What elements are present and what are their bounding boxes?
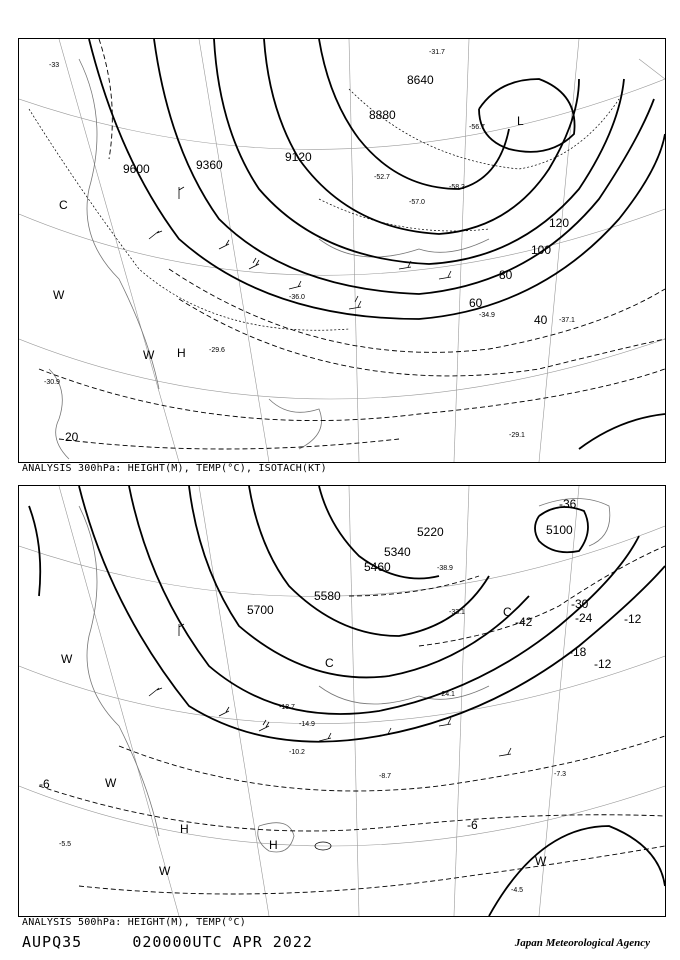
isotherm-label: -6 — [39, 777, 50, 791]
isotherm-label: -30 — [571, 597, 589, 611]
isotach-label-40: 40 — [534, 313, 548, 327]
height-labels — [247, 523, 573, 617]
temp-sample: -5.5 — [59, 841, 72, 848]
isotherm-label: -12 — [624, 612, 642, 626]
temp-sample: -56.7 — [469, 124, 485, 131]
warm-center-symbol: W — [61, 652, 73, 666]
height-label-9360: 9360 — [196, 158, 223, 172]
map-500hpa — [18, 485, 666, 917]
coastlines — [49, 59, 489, 459]
caption-300hpa: ANALYSIS 300hPa: HEIGHT(M), TEMP(°C), ISOTACH(KT) — [22, 463, 327, 474]
high-center-symbol: H — [177, 346, 186, 360]
isotherm-label: -6 — [467, 818, 478, 832]
lat-lon-grid — [19, 486, 665, 916]
height-label-5460: 5460 — [364, 560, 391, 574]
high-center-symbol: H — [180, 822, 189, 836]
isotherms — [29, 89, 619, 330]
cold-center-symbol: C — [325, 656, 334, 670]
isotachs — [39, 39, 665, 449]
temp-sample: -57.0 — [409, 199, 425, 206]
temp-sample: -52.7 — [374, 174, 390, 181]
temperature-samples — [44, 49, 575, 439]
temperature-samples — [59, 565, 566, 894]
temp-sample: -4.5 — [511, 887, 524, 894]
isotherm-label: -42 — [515, 615, 533, 629]
height-label-5700: 5700 — [247, 603, 274, 617]
temp-sample: -29.6 — [209, 347, 225, 354]
temp-sample: -24.1 — [439, 691, 455, 698]
height-contours — [29, 486, 665, 916]
height-label-9600: 9600 — [123, 162, 150, 176]
temp-sample: -18.7 — [279, 704, 295, 711]
isotherm-label: -18 — [569, 645, 587, 659]
warm-center-symbol: W — [53, 288, 65, 302]
wind-barbs — [149, 187, 451, 309]
temp-sample: -31.7 — [429, 49, 445, 56]
height-label-5100: 5100 — [546, 523, 573, 537]
cold-center-symbol: C — [503, 605, 512, 619]
isotherm-label: -12 — [594, 657, 612, 671]
warm-center-symbol: W — [105, 776, 117, 790]
warm-center-symbol: W — [535, 854, 547, 868]
isotach-label-120: 120 — [549, 216, 570, 230]
wind-barbs — [149, 624, 511, 756]
isotach-label-20: 20 — [65, 430, 79, 444]
temp-sample: -34.9 — [479, 312, 495, 319]
temp-sample: -38.9 — [437, 565, 453, 572]
chart-code: AUPQ35 — [22, 933, 83, 951]
warm-center-symbol: W — [143, 348, 155, 362]
height-label-9120: 9120 — [285, 150, 312, 164]
isotach-label-80: 80 — [499, 268, 513, 282]
temp-sample: -14.9 — [299, 721, 315, 728]
map-300hpa — [18, 38, 666, 463]
height-labels — [123, 73, 434, 176]
cold-center-symbol: C — [59, 198, 68, 212]
isotach-label-60: 60 — [469, 296, 483, 310]
temp-sample: -29.1 — [509, 432, 525, 439]
chart-identifier — [22, 933, 313, 951]
valid-time: 020000UTC APR 2022 — [132, 933, 313, 951]
height-label-5340: 5340 — [384, 545, 411, 559]
height-label-5580: 5580 — [314, 589, 341, 603]
agency-credit: Japan Meteorological Agency — [514, 937, 650, 949]
temp-sample: -36.0 — [289, 294, 305, 301]
temp-sample: -7.3 — [554, 771, 567, 778]
temp-sample: -58.3 — [449, 184, 465, 191]
low-center-symbol: L — [517, 114, 524, 128]
height-label-8640: 8640 — [407, 73, 434, 87]
temp-sample: -33.1 — [449, 609, 465, 616]
temp-sample: -8.7 — [379, 773, 392, 780]
map-300hpa-canvas — [19, 39, 665, 462]
temp-sample: -10.2 — [289, 749, 305, 756]
height-label-5220: 5220 — [417, 525, 444, 539]
height-label-8880: 8880 — [369, 108, 396, 122]
warm-center-symbol: W — [159, 864, 171, 878]
temp-sample: -30.9 — [44, 379, 60, 386]
temp-sample: -37.1 — [559, 317, 575, 324]
isotherm-label: -24 — [575, 611, 593, 625]
isotach-label-100: 100 — [531, 243, 552, 257]
caption-500hpa: ANALYSIS 500hPa: HEIGHT(M), TEMP(°C) — [22, 917, 246, 928]
map-500hpa-canvas — [19, 486, 665, 916]
height-contours — [89, 39, 665, 449]
isotherm-label: -36 — [559, 497, 577, 511]
high-center-symbol: H — [269, 838, 278, 852]
temp-sample: -33 — [49, 62, 60, 69]
